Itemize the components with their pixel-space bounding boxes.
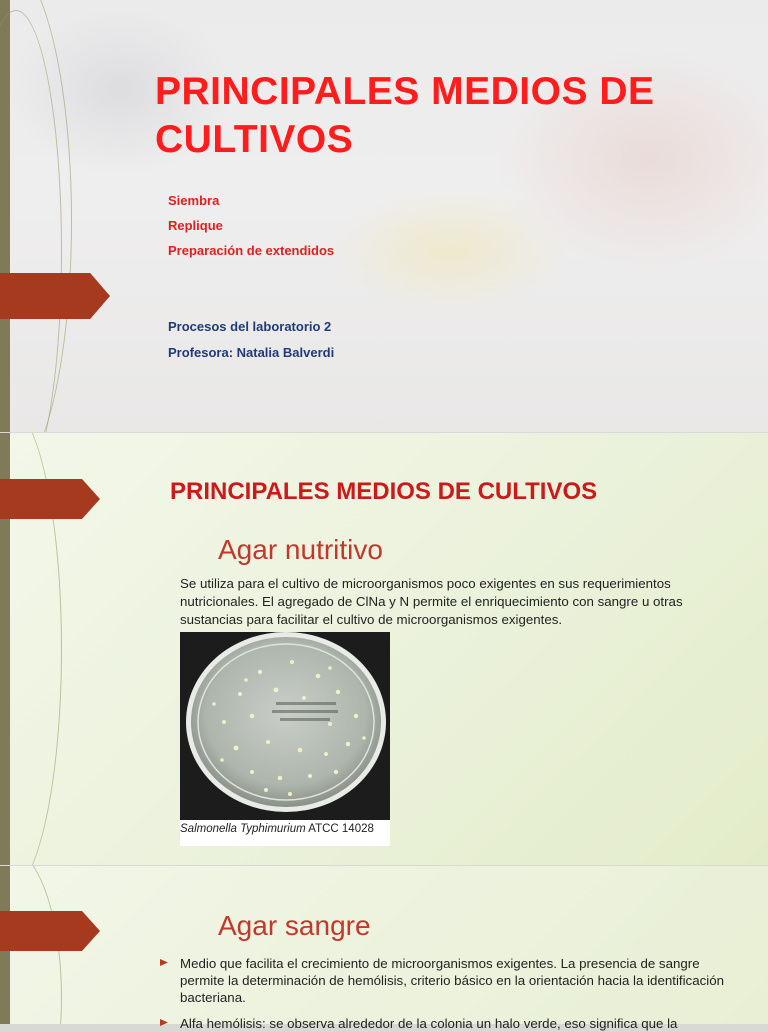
- slide-title: [0, 0, 768, 432]
- slide-title-text: PRINCIPALES MEDIOS DE CULTIVOS: [155, 70, 655, 161]
- bullet-text: Alfa hemólisis: se observa alrededor de la colonia un halo verde, eso significa que la: [180, 1016, 678, 1031]
- bullet-arrow-icon: [160, 959, 168, 966]
- bullet-text: Medio que facilita el crecimiento de microorganismos exigentes. La presencia de sangre permite la determinación de hemólisis, criterio básico en la orientación hacia la identificación bacteriana.: [180, 956, 724, 1005]
- teacher-name: Profesora: Natalia Balverdi: [168, 345, 335, 360]
- section-arrow-tag: [0, 479, 100, 519]
- topic-siembra: Siembra: [168, 193, 220, 208]
- agar-nutritivo-heading: Agar nutritivo: [218, 534, 383, 565]
- section-arrow-tag: [0, 911, 100, 951]
- bullet-arrow-icon: [160, 1019, 168, 1026]
- photo-caption-species: Salmonella Typhimurium: [180, 823, 306, 835]
- photo-caption: [180, 823, 390, 835]
- petri-dish-photo: [180, 632, 390, 846]
- slide2-title: PRINCIPALES MEDIOS DE CULTIVOS: [170, 478, 598, 505]
- petri-dish-image: [180, 632, 390, 820]
- agar-sangre-heading: Agar sangre: [218, 910, 371, 941]
- agar-nutritivo-description: Se utiliza para el cultivo de microorganismos poco exigentes en sus requerimientos nutricionales. El agregado de ClNa y N permite el enriquecimiento con sangre u otras sustancias para facilitar el cultivo de microorganismos exigentes.: [180, 576, 683, 627]
- topic-extendidos: Preparación de extendidos: [168, 243, 335, 258]
- petri-dish-illustration: [180, 632, 390, 820]
- photo-caption-strain: ATCC 14028: [305, 823, 374, 835]
- course-name: Procesos del laboratorio 2: [168, 319, 332, 334]
- list-item: [160, 955, 740, 1005]
- topic-replique: Replique: [168, 218, 223, 233]
- section-arrow-tag: [0, 273, 110, 319]
